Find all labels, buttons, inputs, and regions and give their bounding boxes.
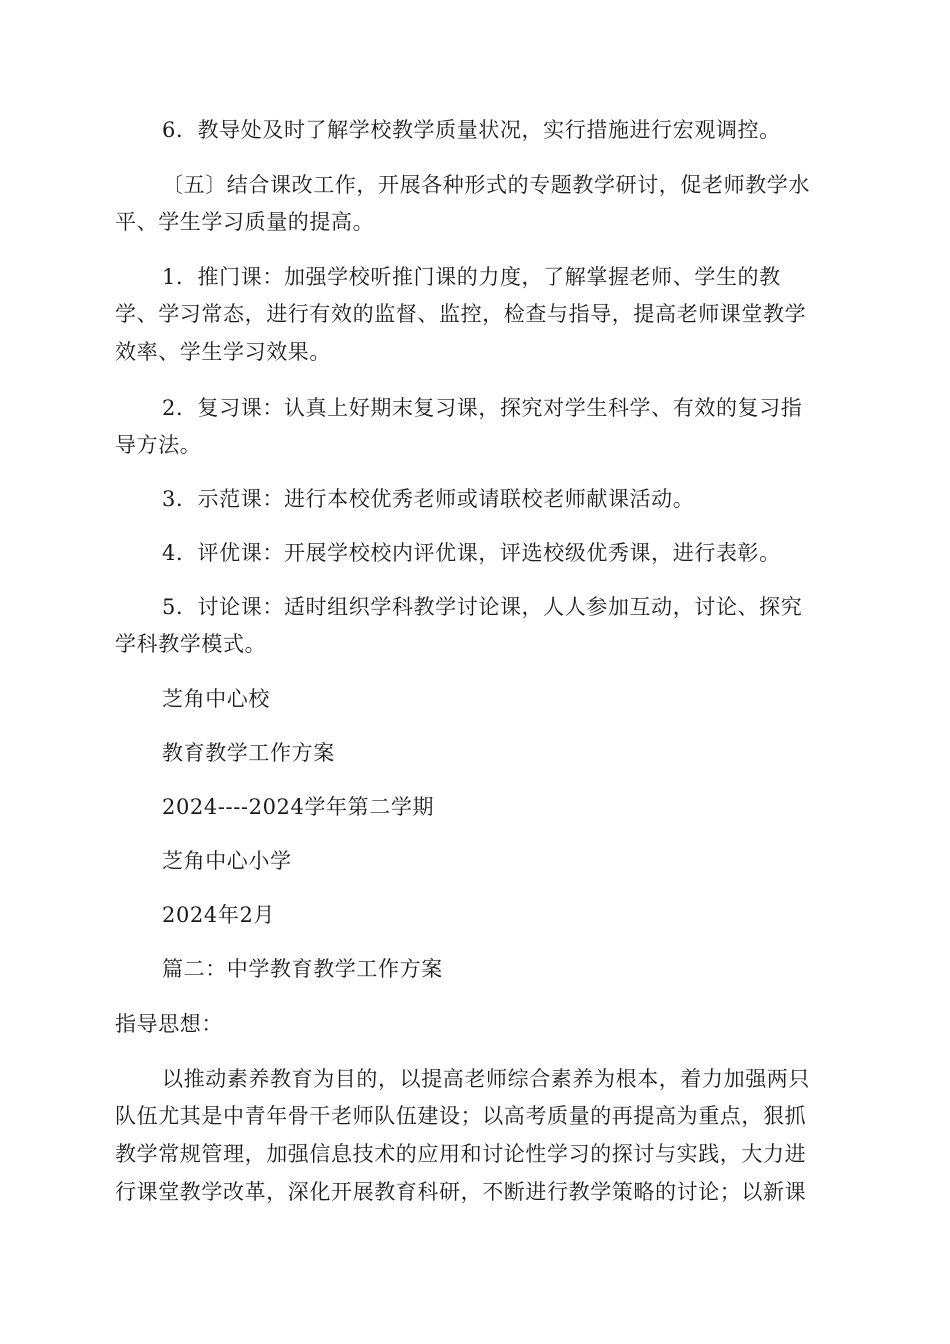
section-heading-5-cont: 平、学生学习质量的提高。 bbox=[115, 210, 375, 234]
item-discussion-class-cont: 学科教学模式。 bbox=[115, 632, 267, 656]
guiding-ideology-heading: 指导思想： bbox=[115, 1012, 223, 1036]
chapter-heading: 篇二：中学教育教学工作方案 bbox=[162, 957, 443, 981]
item-push-door-class-cont1: 学、学习常态，进行有效的监督、监控，检查与指导，提高老师课堂教学 bbox=[115, 302, 807, 326]
item-discussion-class: 5．讨论课：适时组织学科教学讨论课，人人参加互动，讨论、探究 bbox=[162, 595, 803, 619]
paragraph-item-6: 6．教导处及时了解学校教学质量状况，实行措施进行宏观调控。 bbox=[162, 118, 781, 142]
item-evaluation-class: 4．评优课：开展学校校内评优课，评选校级优秀课，进行表彰。 bbox=[162, 541, 781, 565]
guiding-ideology-paragraph-line3: 教学常规管理，加强信息技术的应用和讨论性学习的探讨与实践，大力进 bbox=[115, 1142, 807, 1166]
item-push-door-class: 1．推门课：加强学校听推门课的力度，了解掌握老师、学生的教 bbox=[162, 265, 781, 289]
guiding-ideology-paragraph-line4: 行课堂教学改革，深化开展教育科研，不断进行教学策略的讨论；以新课 bbox=[115, 1180, 807, 1204]
section-heading-5: 〔五〕结合课改工作，开展各种形式的专题教学研讨，促老师教学水 bbox=[162, 173, 810, 197]
guiding-ideology-paragraph-line1: 以推动素养教育为目的，以提高老师综合素养为根本，着力加强两只 bbox=[162, 1067, 810, 1091]
school-name: 芝角中心校 bbox=[162, 687, 270, 711]
item-push-door-class-cont2: 效率、学生学习效果。 bbox=[115, 340, 331, 364]
item-review-class-cont: 导方法。 bbox=[115, 433, 202, 457]
school-full-name: 芝角中心小学 bbox=[162, 849, 292, 873]
document-date: 2024年2月 bbox=[162, 903, 276, 927]
guiding-ideology-paragraph-line2: 队伍尤其是中青年骨干老师队伍建设；以高考质量的再提高为重点，狠抓 bbox=[115, 1104, 807, 1128]
item-demo-class: 3．示范课：进行本校优秀老师或请联校老师献课活动。 bbox=[162, 487, 695, 511]
plan-title: 教育教学工作方案 bbox=[162, 741, 335, 765]
school-term: 2024----2024学年第二学期 bbox=[162, 795, 435, 819]
item-review-class: 2．复习课：认真上好期末复习课，探究对学生科学、有效的复习指 bbox=[162, 396, 803, 420]
